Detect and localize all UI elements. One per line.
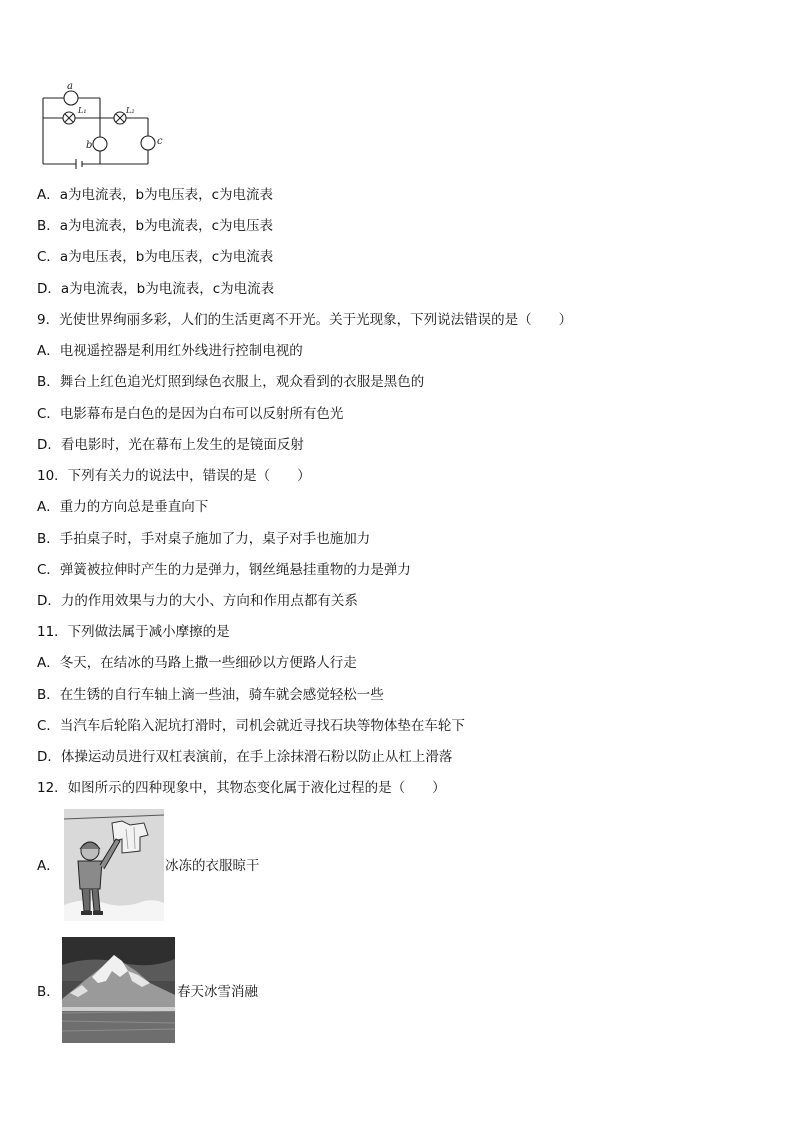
q10-option-c: C．弹簧被拉伸时产生的力是弹力，钢丝绳悬挂重物的力是弹力 bbox=[37, 562, 411, 578]
meter-b bbox=[93, 137, 107, 151]
q11-option-a: A．冬天，在结冰的马路上撒一些细砂以方便路人行走 bbox=[37, 655, 357, 671]
q8-option-a: A．a为电流表，b为电压表，c为电流表 bbox=[37, 187, 273, 203]
q8-option-d: D．a为电流表，b为电流表，c为电流表 bbox=[37, 281, 275, 297]
q10-option-b: B．手拍桌子时，手对桌子施加了力，桌子对手也施加力 bbox=[37, 531, 371, 547]
q10-option-d: D．力的作用效果与力的大小、方向和作用点都有关系 bbox=[37, 593, 358, 609]
q8-option-c: C．a为电压表，b为电压表，c为电流表 bbox=[37, 249, 274, 265]
lamp-l2-label: L₂ bbox=[126, 106, 135, 115]
q9-option-d: D．看电影时，光在幕布上发生的是镜面反射 bbox=[37, 437, 304, 453]
melting-snow-image bbox=[62, 937, 175, 1043]
q10-stem: 10．下列有关力的说法中，错误的是（ ） bbox=[37, 468, 311, 484]
q12-option-a-text: 冰冻的衣服晾干 bbox=[165, 858, 260, 874]
q12-option-b-letter: B． bbox=[37, 984, 60, 1000]
q11-stem: 11．下列做法属于减小摩擦的是 bbox=[37, 624, 230, 640]
q9-option-b: B．舞台上红色追光灯照到绿色衣服上，观众看到的衣服是黑色的 bbox=[37, 374, 425, 390]
frozen-clothes-image bbox=[64, 809, 164, 921]
q11-option-d: D．体操运动员进行双杠表演前，在手上涂抹滑石粉以防止从杠上滑落 bbox=[37, 749, 453, 765]
q11-option-c: C．当汽车后轮陷入泥坑打滑时，司机会就近寻找石块等物体垫在车轮下 bbox=[37, 718, 465, 734]
q9-option-a: A．电视遥控器是利用红外线进行控制电视的 bbox=[37, 343, 303, 359]
circuit-diagram bbox=[40, 80, 165, 172]
q9-stem: 9．光使世界绚丽多彩，人们的生活更离不开光。关于光现象，下列说法错误的是（ ） bbox=[37, 312, 573, 328]
meter-a-label: a bbox=[67, 81, 73, 92]
meter-a bbox=[64, 91, 78, 105]
lamp-l1-label: L₁ bbox=[78, 106, 87, 115]
meter-c bbox=[141, 136, 155, 150]
meter-c-label: c bbox=[157, 136, 163, 147]
q11-option-b: B．在生锈的自行车轴上滴一些油，骑车就会感觉轻松一些 bbox=[37, 687, 384, 703]
q12-option-a-letter: A． bbox=[37, 858, 60, 874]
q9-option-c: C．电影幕布是白色的是因为白布可以反射所有色光 bbox=[37, 406, 344, 422]
q8-option-b: B．a为电流表，b为电流表，c为电压表 bbox=[37, 218, 274, 234]
q10-option-a: A．重力的方向总是垂直向下 bbox=[37, 499, 209, 515]
meter-b-label: b bbox=[86, 140, 93, 151]
q12-stem: 12．如图所示的四种现象中，其物态变化属于液化过程的是（ ） bbox=[37, 780, 446, 796]
q12-option-b-text: 春天冰雪消融 bbox=[177, 984, 258, 1000]
